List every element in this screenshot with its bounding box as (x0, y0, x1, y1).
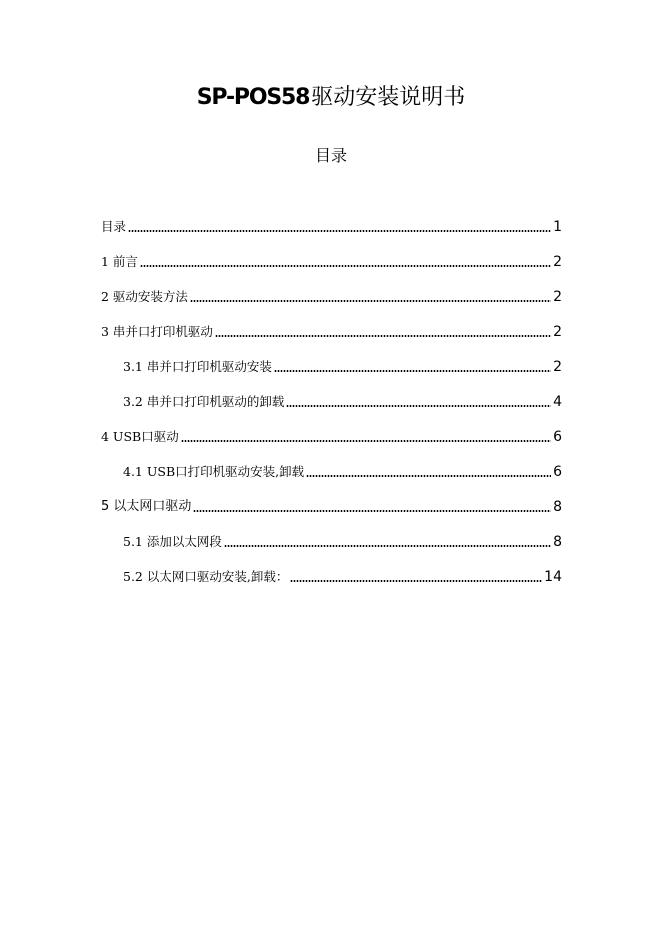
toc-entry-label: 4.1 USB口打印机驱动安装,卸载 (123, 464, 305, 479)
toc-entry-label: 3.2 串并口打印机驱动的卸载 (123, 394, 285, 409)
toc-dot-leader (224, 545, 551, 547)
toc-entry-page: 8 (553, 499, 562, 515)
toc-entry-serial-parallel-install[interactable] (101, 341, 562, 376)
toc-entry-serial-parallel-driver[interactable] (101, 306, 562, 341)
toc-entry-page: 6 (553, 464, 562, 480)
toc-entry-page: 6 (553, 429, 562, 445)
toc-entry-label: 5.2 以太网口驱动安装,卸载： (123, 569, 289, 584)
toc-dot-leader (193, 510, 551, 512)
toc-entry-label: 3.1 串并口打印机驱动安装 (123, 359, 272, 374)
toc-entry-page: 2 (553, 289, 562, 305)
toc-entry-usb-driver[interactable] (101, 411, 562, 446)
toc-dot-leader (286, 405, 551, 407)
document-title-text: 驱动安装说明书 (311, 85, 466, 110)
toc-entry-page: 14 (544, 569, 562, 585)
toc-dot-leader (181, 440, 551, 442)
toc-entry-label: 1 前言 (101, 254, 138, 269)
toc-dot-leader (215, 335, 551, 337)
toc-entry-label: 目录 (101, 219, 127, 234)
toc-dot-leader (290, 580, 542, 582)
toc-entry-serial-parallel-uninstall[interactable] (101, 376, 562, 411)
toc-entry-contents[interactable] (101, 201, 562, 236)
toc-entry-ethernet-install-uninstall[interactable] (101, 551, 562, 586)
toc-entry-label: 4 USB口驱动 (101, 429, 179, 444)
toc-entry-label: 5 以太网口驱动 (101, 499, 192, 514)
toc-entry-add-ethernet-segment[interactable] (101, 516, 562, 551)
toc-dot-leader (274, 370, 551, 372)
toc-dot-leader (306, 475, 551, 477)
toc-entry-label: 3 串并口打印机驱动 (101, 324, 213, 339)
toc-dot-leader (128, 230, 551, 232)
document-title (0, 84, 662, 112)
toc-entry-page: 2 (553, 324, 562, 340)
document-title-model: SP-POS58 (196, 85, 310, 110)
toc-dot-leader (140, 265, 551, 267)
toc-entry-install-method[interactable] (101, 271, 562, 306)
table-of-contents (101, 201, 562, 586)
toc-entry-page: 1 (553, 219, 562, 235)
toc-entry-page: 2 (553, 359, 562, 375)
toc-entry-page: 8 (553, 534, 562, 550)
toc-entry-page: 2 (553, 254, 562, 270)
toc-entry-ethernet-driver[interactable] (101, 481, 562, 516)
toc-dot-leader (190, 300, 551, 302)
toc-entry-usb-install-uninstall[interactable] (101, 446, 562, 481)
toc-heading: 目录 (314, 146, 347, 165)
toc-entry-page: 4 (553, 394, 562, 410)
toc-entry-preface[interactable] (101, 236, 562, 271)
toc-entry-label: 5.1 添加以太网段 (123, 534, 222, 549)
toc-entry-label: 2 驱动安装方法 (101, 289, 188, 304)
